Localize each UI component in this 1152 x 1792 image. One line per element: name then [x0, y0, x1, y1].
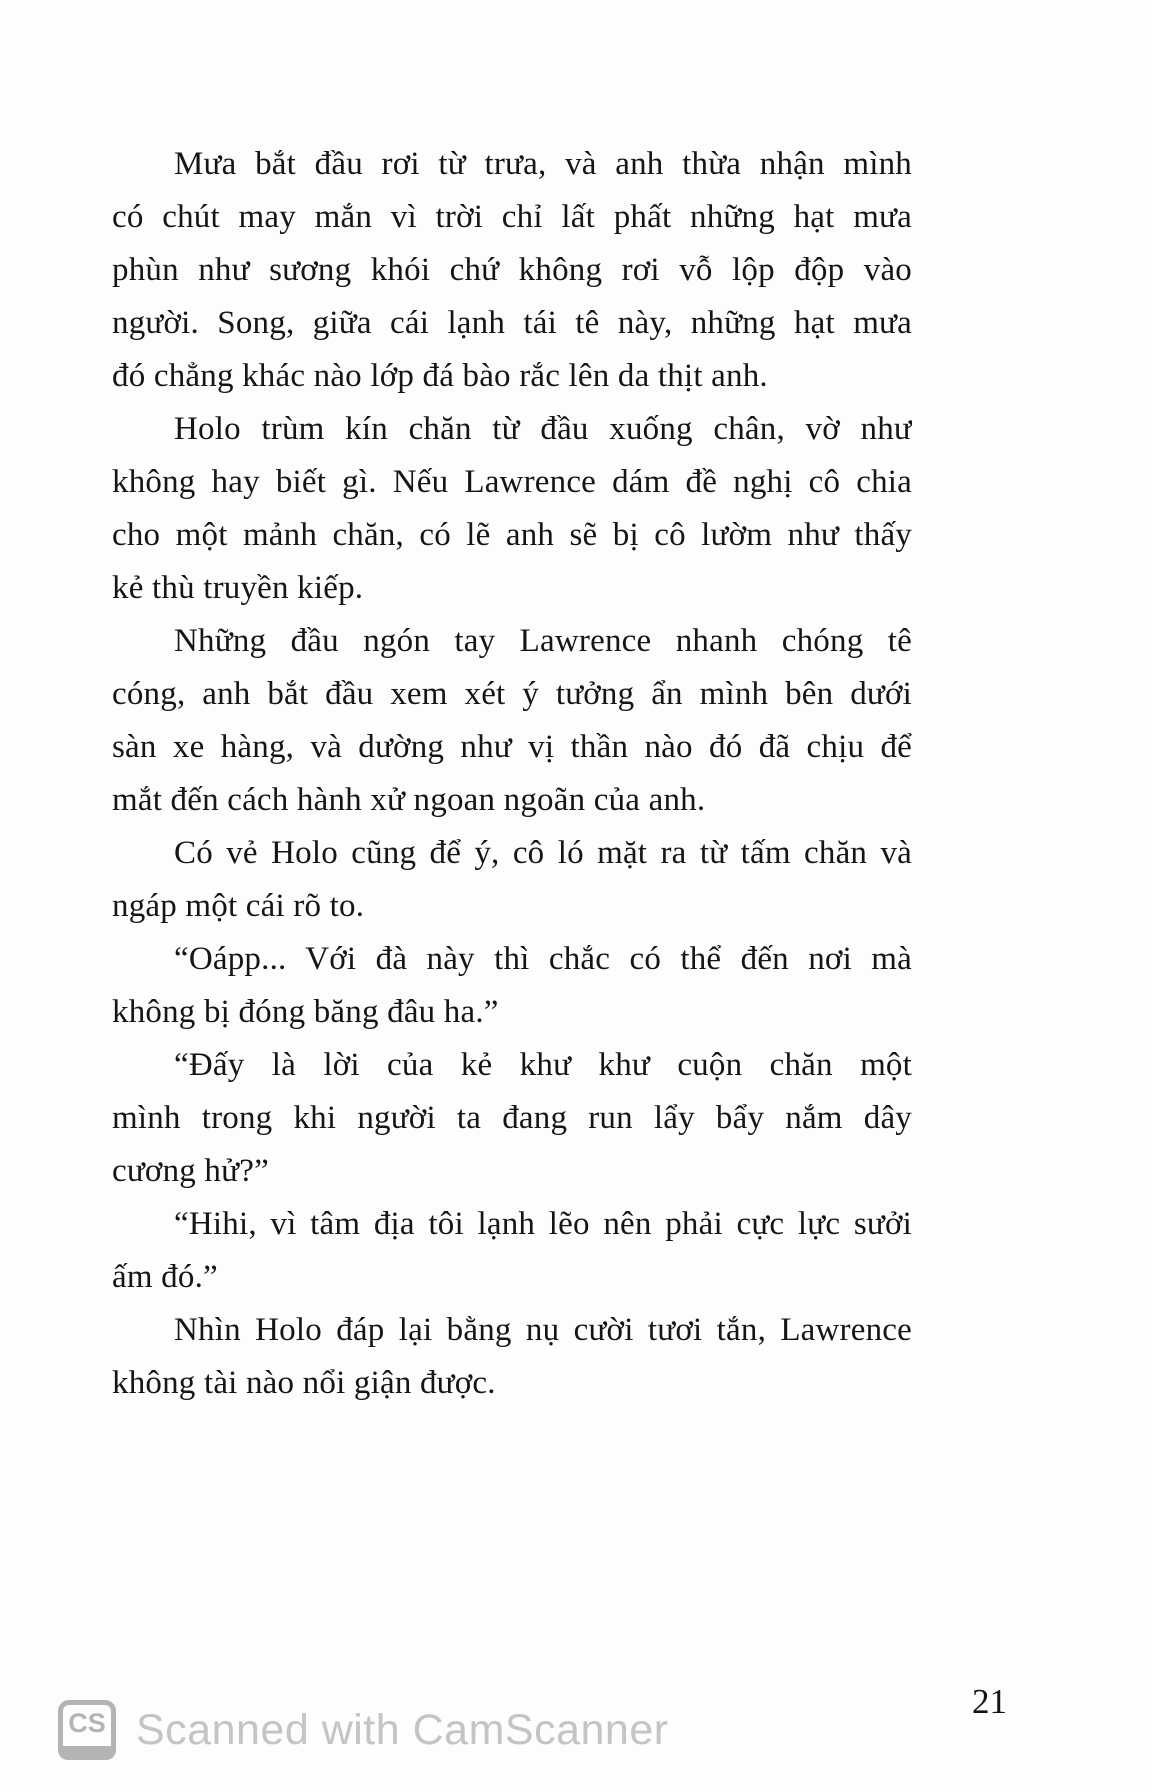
paragraph: [112, 403, 912, 615]
camscanner-watermark: [58, 1700, 669, 1760]
text-line: sàn xe hàng, và dường như vị thần nào đó đã chịu để: [112, 729, 912, 765]
text-line: không tài nào nổi giận được.: [112, 1365, 496, 1401]
camscanner-icon: [58, 1700, 116, 1760]
text-line: đó chẳng khác nào lớp đá bào rắc lên da thịt anh.: [112, 358, 768, 394]
camscanner-label: Scanned with CamScanner: [136, 1705, 669, 1754]
text-line: có chút may mắn vì trời chỉ lất phất những hạt mưa: [112, 199, 912, 235]
paragraph: [112, 615, 912, 827]
text-line: mắt đến cách hành xử ngoan ngoãn của anh.: [112, 782, 706, 818]
page-body: [112, 138, 912, 1410]
paragraph: [112, 1198, 912, 1304]
text-line: “Oápp... Với đà này thì chắc có thể đến nơi mà: [174, 941, 912, 977]
paragraph: [112, 827, 912, 933]
text-line: ngáp một cái rõ to.: [112, 888, 365, 924]
text-line: cho một mảnh chăn, có lẽ anh sẽ bị cô lườm như thấy: [112, 517, 912, 553]
text-line: “Đấy là lời của kẻ khư khư cuộn chăn một: [174, 1047, 912, 1083]
text-line: kẻ thù truyền kiếp.: [112, 570, 364, 606]
text-line: cương hử?”: [112, 1153, 269, 1189]
paragraph: [112, 1304, 912, 1410]
camscanner-icon-letters: CS: [68, 1708, 106, 1738]
text-line: phùn như sương khói chứ không rơi vỗ lộp độp vào: [112, 252, 912, 288]
paragraph: [112, 138, 912, 403]
text-line: “Hihi, vì tâm địa tôi lạnh lẽo nên phải cực lực sưởi: [174, 1206, 912, 1242]
text-line: cóng, anh bắt đầu xem xét ý tưởng ẩn mình bên dưới: [112, 676, 912, 712]
text-line: không hay biết gì. Nếu Lawrence dám đề nghị cô chia: [112, 464, 912, 500]
paragraph: [112, 1039, 912, 1198]
text-line: ấm đó.”: [112, 1259, 218, 1295]
text-line: Những đầu ngón tay Lawrence nhanh chóng tê: [174, 623, 912, 659]
text-line: Nhìn Holo đáp lại bằng nụ cười tươi tắn, Lawrence: [174, 1312, 912, 1348]
text-line: mình trong khi người ta đang run lẩy bẩy nắm dây: [112, 1100, 912, 1136]
paragraph: [112, 933, 912, 1039]
text-line: không bị đóng băng đâu ha.”: [112, 994, 499, 1030]
text-line: Mưa bắt đầu rơi từ trưa, và anh thừa nhận mình: [174, 146, 912, 182]
text-line: Holo trùm kín chăn từ đầu xuống chân, vờ như: [174, 411, 912, 447]
page-number: 21: [972, 1682, 1007, 1721]
text-line: Có vẻ Holo cũng để ý, cô ló mặt ra từ tấm chăn và: [174, 835, 912, 871]
text-line: người. Song, giữa cái lạnh tái tê này, những hạt mưa: [112, 305, 912, 341]
camscanner-icon-base: [58, 1746, 116, 1760]
